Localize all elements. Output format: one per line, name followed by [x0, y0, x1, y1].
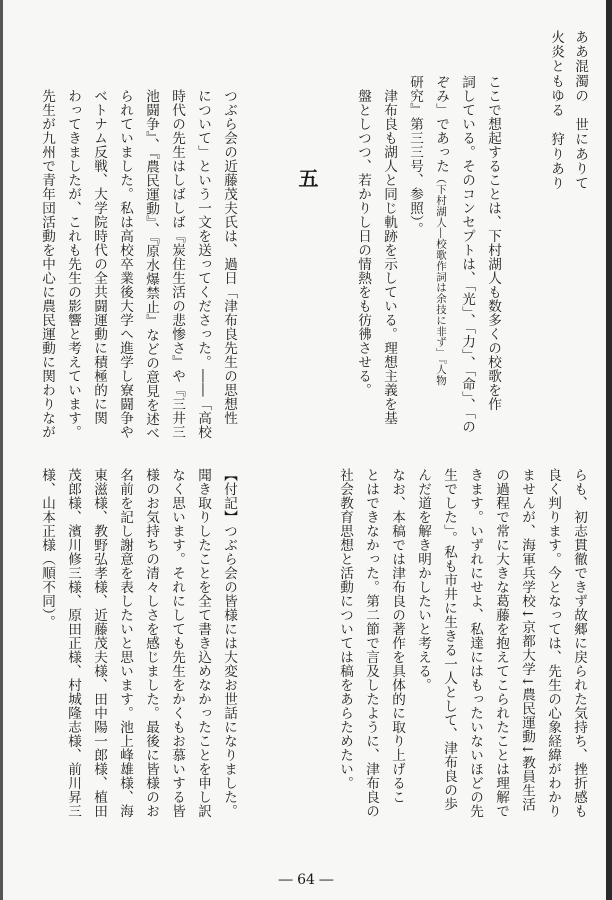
- text-line: ぞみ」であった（下村湖人―校歌作詞は余技に非ず」『人物: [433, 75, 449, 386]
- scan-edge-right: [606, 0, 612, 900]
- paragraph: [402, 75, 506, 440]
- poem-line: 火炎ともゆる 狩りあり: [548, 30, 564, 191]
- text-line: 先生が九州で青年団活動を中心に農民運動に関わりなが: [39, 89, 55, 439]
- page-number: ― 64 ―: [278, 872, 334, 888]
- text-line: 東滋様、教野弘孝様、近藤茂夫様、田中陽一郎様、植田: [91, 468, 107, 818]
- afterword: [34, 468, 242, 830]
- citation-note: （下村湖人―校歌作詞は余技に非ず」『人物: [435, 173, 447, 386]
- poem-line: ああ混濁の 世にありて: [572, 30, 588, 191]
- text-line: ベトナム反戦、大学院時代の全共闘運動に積極的に関: [91, 89, 107, 425]
- text-line: 様のお気持ちの清々しさを感じました。最後に皆様のお: [143, 468, 159, 818]
- text-line: 社会教育思想と活動については稿をあらためたい。: [337, 468, 353, 790]
- section-heading: 五: [295, 168, 319, 188]
- text-line: 生でした」。私も市井に生きる一人として、津布良の歩: [441, 468, 457, 812]
- text-line: 詞している。そのコンセプトは、「光」、「力」、「命」、「の: [459, 75, 475, 434]
- text-line: 茂郎様、濱川修三様、原田正様、村城隆志様、前川昇三: [65, 468, 81, 818]
- text-line: 津布良も湖人と同じ軌跡を示している。理想主義を基: [381, 89, 397, 425]
- text-line: とはできなかった。第二節で言及したように、津布良の: [363, 468, 379, 818]
- text-line: らも、初志貫徹できず故郷に戻られた気持ち、挫折感も: [571, 468, 587, 818]
- text-line: の過程で常に大きな葛藤を抱えてこられたことは理解で: [493, 468, 509, 818]
- scan-edge-left: [0, 0, 3, 900]
- text-line: 研究』第三三号、参照）。: [407, 75, 423, 237]
- text-line: 盤としつつ、若かりし日の情熱をも彷彿させる。: [355, 89, 371, 397]
- text-line: 様、山本正様（順不同）。: [39, 468, 55, 630]
- text-line: 時代の先生はしばしば『炭住生活の悲惨さ』や『三井三: [169, 89, 185, 439]
- text-line: んだ道を解き明かしたいと考える。: [415, 468, 431, 692]
- text-line: ここで想起することは、下村湖人も数多くの校歌を作: [485, 75, 501, 411]
- text-line: きます。いずれにせよ、私達にはもったいないほどの先: [467, 468, 483, 818]
- paragraph: [410, 468, 592, 830]
- paragraph: [332, 468, 410, 830]
- text-line: について」という一文を送ってくださった。――「高校: [195, 89, 211, 439]
- text-line: 良く判ります。今となっては、先生の心象経緯がわかり: [545, 468, 561, 818]
- text-line: ませんが、海軍兵学校↓京都大学↓農民運動↓教員生活: [519, 468, 535, 812]
- text-line: なお、本稿では津布良の著作を具体的に取り上げるこ: [389, 468, 405, 804]
- text-line: られていました。私は高校卒業後大学へ進学し寮闘争や: [117, 89, 133, 439]
- text-line: なく思います。それにしても先生をかくもお慕いする皆: [169, 468, 185, 818]
- text-line: 【付記】つぶら会の皆様には大変お世話になりました。: [221, 468, 237, 818]
- poem: [544, 30, 592, 245]
- text-line: 池闘争』、『農民運動』、『原水爆禁止』などの意見を述べ: [143, 89, 159, 440]
- text-line: わってきましたが、これも先生の影響と考えています。: [65, 89, 81, 439]
- paragraph: [34, 89, 242, 451]
- text-line: つぶら会の近藤茂夫氏は、過日「津布良先生の思想性: [221, 89, 237, 425]
- text-line: 聞き取りしたことを全て書き込めなかったことを申し訳: [195, 468, 211, 818]
- text-line: 名前を記し謝意を表したいと思います。池上峰雄様、海: [117, 468, 133, 818]
- paragraph: [350, 89, 402, 444]
